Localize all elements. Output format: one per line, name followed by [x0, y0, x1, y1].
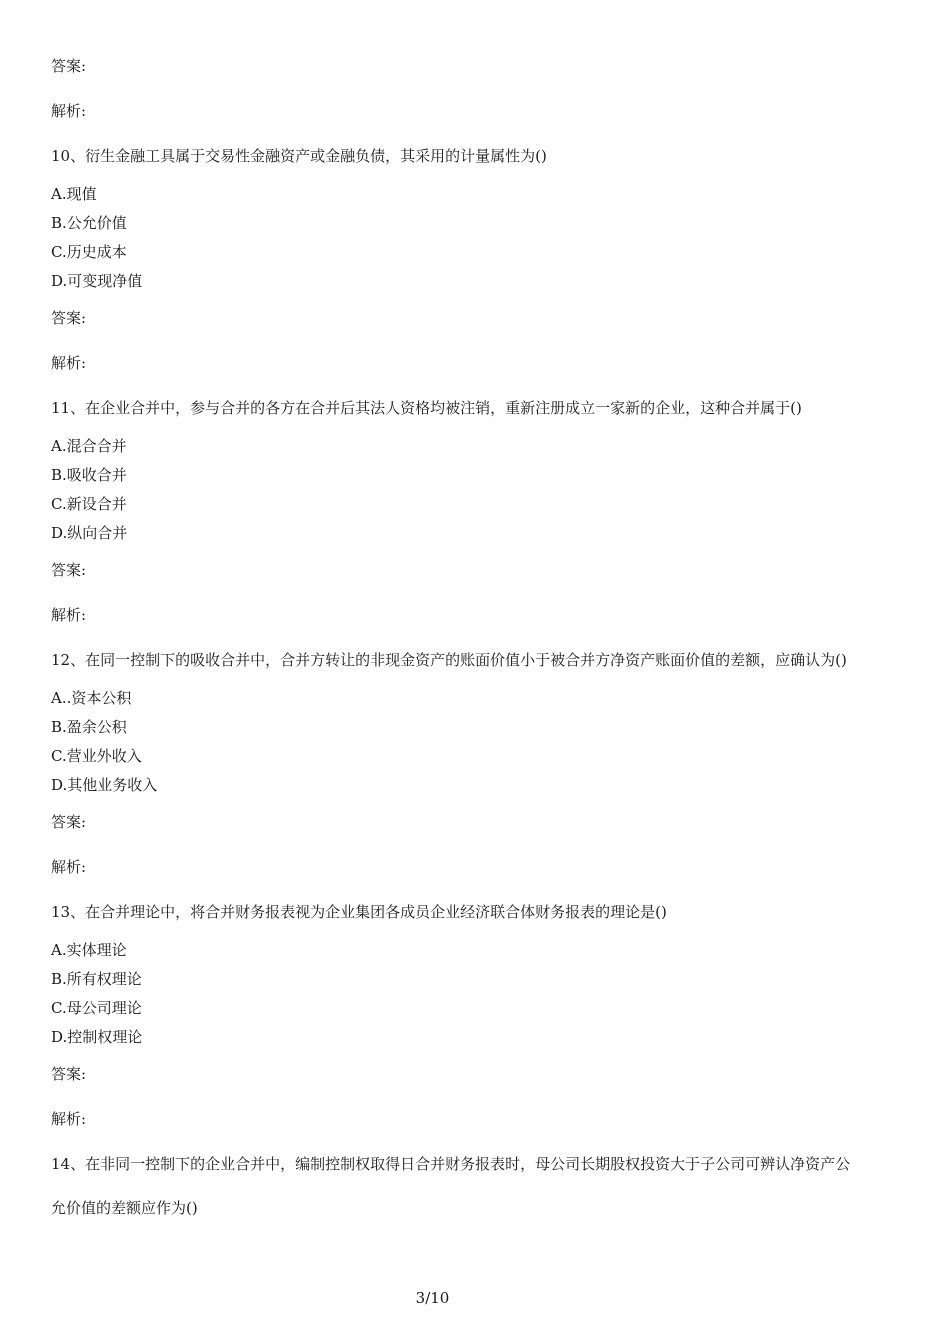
question-11-option-d: D.纵向合并 — [51, 524, 128, 542]
question-13-option-c: C.母公司理论 — [51, 999, 142, 1017]
question-10-option-c: C.历史成本 — [51, 243, 127, 261]
answer-label: 答案: — [51, 57, 87, 75]
question-12-option-c: C.营业外收入 — [51, 747, 142, 765]
question-12-text: 12、在同一控制下的吸收合并中，合并方转让的非现金资产的账面价值小于被合并方净资产账面价值的差额，应确认为() — [51, 651, 847, 669]
question-12-option-b: B.盈余公积 — [51, 718, 127, 736]
question-10-analysis-label: 解析: — [51, 354, 87, 372]
question-11-option-c: C.新设合并 — [51, 495, 127, 513]
question-11-answer-label: 答案: — [51, 561, 87, 579]
question-12-option-d: D.其他业务收入 — [51, 776, 158, 794]
question-14-text-line1: 14、在非同一控制下的企业合并中，编制控制权取得日合并财务报表时，母公司长期股权投资大于子公司可辨认净资产公 — [51, 1155, 851, 1173]
question-14-text-line2: 允价值的差额应作为() — [51, 1199, 198, 1217]
question-13-analysis-label: 解析: — [51, 1110, 87, 1128]
question-13-text: 13、在合并理论中，将合并财务报表视为企业集团各成员企业经济联合体财务报表的理论是() — [51, 903, 667, 921]
question-13-option-a: A.实体理论 — [51, 941, 127, 959]
question-11-analysis-label: 解析: — [51, 606, 87, 624]
question-10-text: 10、衍生金融工具属于交易性金融资产或金融负债，其采用的计量属性为() — [51, 147, 547, 165]
question-11-option-a: A.混合合并 — [51, 437, 127, 455]
question-13-option-b: B.所有权理论 — [51, 970, 142, 988]
question-11-text: 11、在企业合并中，参与合并的各方在合并后其法人资格均被注销，重新注册成立一家新的企业，这种合并属于() — [51, 399, 802, 417]
question-10-option-b: B.公允价值 — [51, 214, 127, 232]
question-13-answer-label: 答案: — [51, 1065, 87, 1083]
question-11-option-b: B.吸收合并 — [51, 466, 127, 484]
question-10-option-a: A.现值 — [51, 185, 97, 203]
question-12-analysis-label: 解析: — [51, 858, 87, 876]
question-10-option-d: D.可变现净值 — [51, 272, 143, 290]
page-number: 3/10 — [415, 1289, 450, 1307]
analysis-label: 解析: — [51, 102, 87, 120]
question-12-answer-label: 答案: — [51, 813, 87, 831]
question-13-option-d: D.控制权理论 — [51, 1028, 143, 1046]
question-12-option-a: A..资本公积 — [51, 689, 132, 707]
question-10-answer-label: 答案: — [51, 309, 87, 327]
